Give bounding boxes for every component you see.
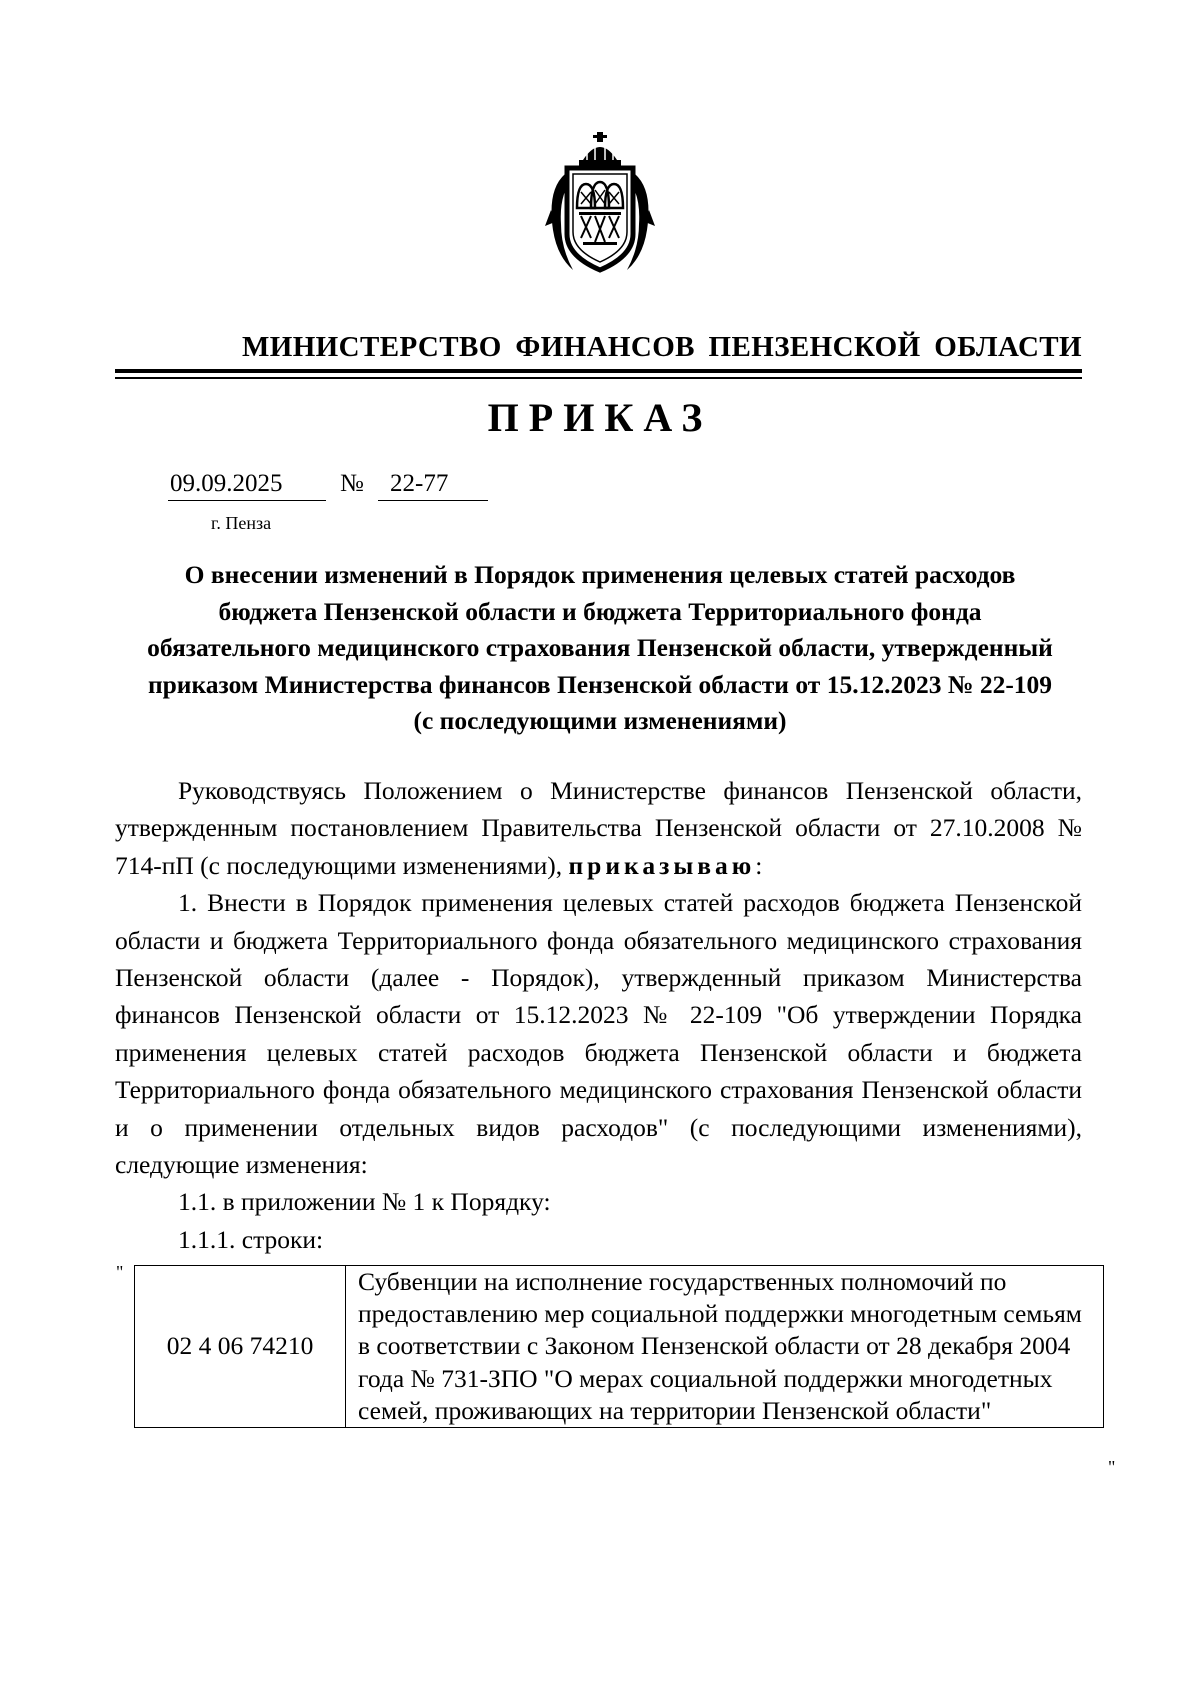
order-subject: О внесении изменений в Порядок применения целевых статей расходов бюджета Пензенской области и бюджета Территориального фонда обязательного медицинского страхования Пензенской области, утвержденный приказом Министерства финансов Пензенской области от 15.12.2023 № 22-109 (с последующими изменениями) — [147, 560, 1053, 735]
budget-description-cell: Субвенции на исполнение государственных полномочий по предоставлению мер социальной поддержки многодетным семьям в соответствии с Законом Пензенской области от 28 декабря 2004 года № 731-ЗПО "О мерах социальной поддержки многодетных семей, проживающих на территории Пензенской области" — [346, 1266, 1104, 1428]
document-type: ПРИКАЗ — [487, 395, 713, 440]
order-body — [115, 772, 1082, 1258]
header-rule-thin — [115, 377, 1082, 379]
header-rule-thick — [115, 369, 1082, 373]
city: г. Пенза — [211, 513, 272, 533]
table-open-quote: " — [116, 1262, 124, 1282]
item-1: 1. Внести в Порядок применения целевых статей расходов бюджета Пензенской области и бюджета Территориального фонда обязательного медицинского страхования Пензенской области (далее - Порядок), утвержденный приказом Министерства финансов Пензенской области от 15.12.2023 № 22-109 "Об утверждении Порядка применения целевых статей расходов бюджета Пензенской области и бюджета Территориального фонда обязательного медицинского страхования Пензенской области и о применении отдельных видов расходов" (с последующими изменениями), следующие изменения: — [115, 888, 1082, 1180]
number-sign: № — [340, 470, 364, 497]
number-underline — [378, 500, 488, 501]
order-word: приказываю — [568, 850, 756, 880]
penza-oblast-coat-of-arms-icon — [543, 130, 657, 278]
item-1-1-1: 1.1.1. строки: — [178, 1224, 324, 1254]
order-colon: : — [755, 850, 763, 880]
ministry-name: МИНИСТЕРСТВО ФИНАНСОВ ПЕНЗЕНСКОЙ ОБЛАСТИ — [241, 331, 1082, 363]
date-underline — [168, 500, 326, 501]
order-number: 22-77 — [390, 470, 449, 497]
table-close-quote: " — [1108, 1457, 1116, 1477]
table-row — [135, 1266, 1104, 1428]
order-date: 09.09.2025 — [170, 470, 283, 497]
preamble-paragraph — [115, 772, 1082, 884]
preamble-text: Руководствуясь Положением о Министерстве финансов Пензенской области, утвержденным постановлением Правительства Пензенской области от 27.10.2008 № 714-пП (с последующими изменениями), — [115, 776, 1082, 880]
budget-code-cell: 02 4 06 74210 — [135, 1266, 346, 1428]
item-1-1: 1.1. в приложении № 1 к Порядку: — [178, 1187, 551, 1217]
budget-codes-table — [134, 1265, 1104, 1428]
